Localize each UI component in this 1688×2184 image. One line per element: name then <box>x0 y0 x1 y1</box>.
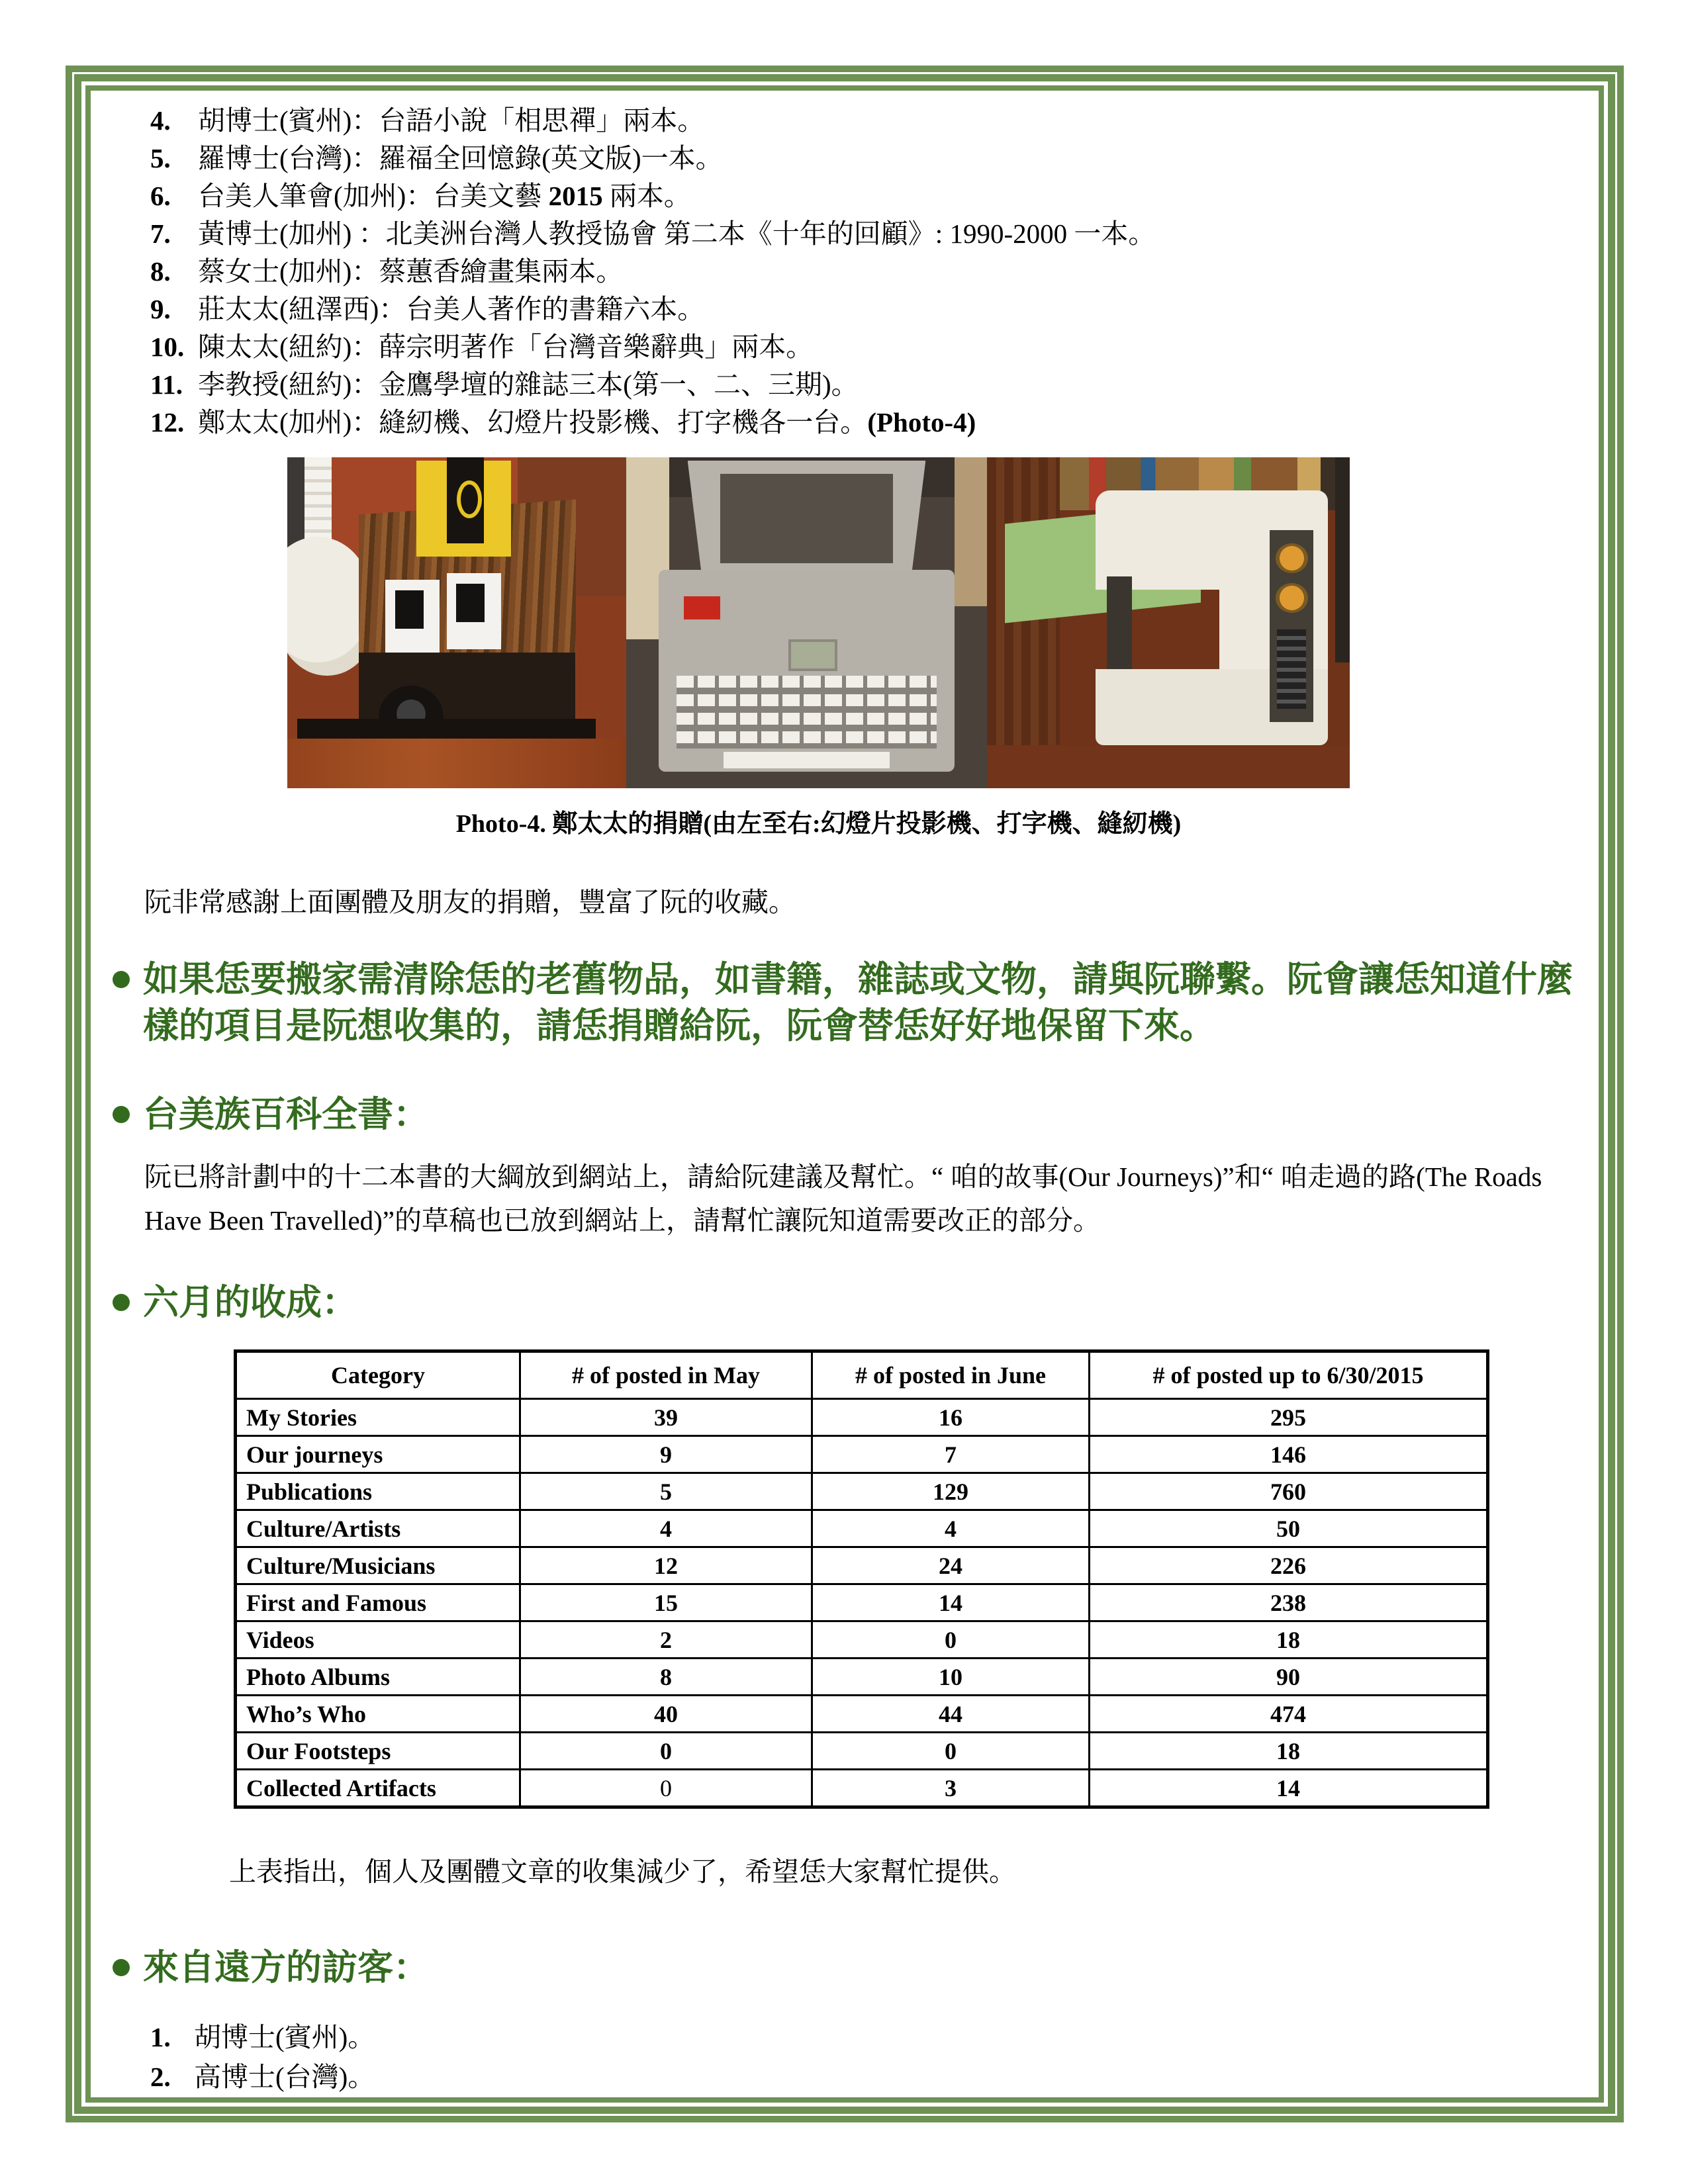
table-row <box>236 1733 1488 1770</box>
list-item <box>150 404 1594 441</box>
category-cell: Our Footsteps <box>236 1733 520 1770</box>
category-cell: Publications <box>236 1473 520 1510</box>
list-item <box>150 102 1594 140</box>
value-cell: 24 <box>812 1547 1090 1584</box>
list-item <box>150 2057 1594 2097</box>
value-cell: 226 <box>1090 1547 1488 1584</box>
list-text: 高博士(台灣)。 <box>194 2062 375 2092</box>
value-cell: 4 <box>812 1510 1090 1547</box>
harvest-heading: 六月的收成： <box>143 1283 357 1322</box>
text-segment: 莊太太(紐澤西)：台美人著作的書籍六本。 <box>198 294 705 324</box>
encyclopedia-body: 阮已將計劃中的十二本書的大綱放到網站上，請給阮建議及幫忙。“ 咱的故事(Our Journeys)”和“ 咱走過的路(The Roads Have Been Travelled)”的草稿也已放到網站上，請幫忙讓阮知道需要改正的部分。 <box>144 1161 1542 1236</box>
category-cell: Who’s Who <box>236 1696 520 1733</box>
list-item <box>150 177 1594 215</box>
value-cell: 15 <box>520 1584 812 1621</box>
table-body <box>236 1399 1488 1807</box>
category-cell: Videos <box>236 1621 520 1659</box>
visitors-list <box>150 2017 1594 2097</box>
table-row <box>236 1659 1488 1696</box>
encyclopedia-heading: 台美族百科全書： <box>143 1095 429 1134</box>
text-segment: 鄭太太(加州)：縫紉機、幻燈片投影機、打字機各一台。 <box>198 407 868 437</box>
list-item <box>150 366 1594 404</box>
value-cell: 40 <box>520 1696 812 1733</box>
table-row <box>236 1584 1488 1621</box>
list-text <box>198 404 1594 441</box>
text-segment: 羅博士(台灣)：羅福全回憶錄(英文版)一本。 <box>198 143 723 173</box>
bullet-dot-icon <box>113 956 143 1049</box>
list-item <box>150 253 1594 291</box>
bullet-harvest <box>113 1279 1594 1326</box>
value-cell: 0 <box>812 1733 1090 1770</box>
moving-notice-text: 如果恁要搬家需清除恁的老舊物品，如書籍，雜誌或文物，請與阮聯繫。阮會讓恁知道什麼樣的項目是阮想收集的，請恁捐贈給阮，阮會替恁好好地保留下來。 <box>143 960 1573 1046</box>
list-item <box>150 2017 1594 2057</box>
value-cell: 12 <box>520 1547 812 1584</box>
list-item <box>150 328 1594 366</box>
bullet-moving <box>113 956 1594 1049</box>
harvest-table <box>234 1349 1489 1809</box>
value-cell: 50 <box>1090 1510 1488 1547</box>
value-cell: 760 <box>1090 1473 1488 1510</box>
table-row <box>236 1547 1488 1584</box>
value-cell: 2 <box>520 1621 812 1659</box>
donations-list <box>150 102 1594 441</box>
table-row <box>236 1510 1488 1547</box>
list-text <box>198 253 1594 291</box>
bullet-dot-icon <box>113 1091 143 1138</box>
category-cell: Collected Artifacts <box>236 1770 520 1807</box>
list-number: 9. <box>150 294 171 324</box>
value-cell: 295 <box>1090 1399 1488 1436</box>
value-cell: 0 <box>520 1733 812 1770</box>
value-cell: 10 <box>812 1659 1090 1696</box>
bullet-visitors <box>113 1944 1594 1991</box>
value-cell: 44 <box>812 1696 1090 1733</box>
table-note: 上表指出，個人及團體文章的收集減少了，希望恁大家幫忙提供。 <box>229 1856 1016 1887</box>
text-segment: 黃博士(加州) ：北美洲台灣人教授協會 第二本《十年的回顧》: 1990-2000 一本。 <box>198 218 1156 249</box>
list-number: 2. <box>150 2062 171 2092</box>
list-text <box>198 140 1594 177</box>
list-text: 胡博士(賓州)。 <box>194 2022 375 2052</box>
list-text <box>198 102 1594 140</box>
list-number: 10. <box>150 332 185 362</box>
photo-typewriter <box>626 457 987 788</box>
category-cell: First and Famous <box>236 1584 520 1621</box>
list-number: 7. <box>150 218 171 249</box>
value-cell: 5 <box>520 1473 812 1510</box>
value-cell: 0 <box>812 1621 1090 1659</box>
page-content <box>94 97 1594 2097</box>
value-cell: 14 <box>1090 1770 1488 1807</box>
list-item <box>150 140 1594 177</box>
list-text <box>198 291 1594 328</box>
column-header: # of posted in May <box>520 1351 812 1399</box>
category-cell: My Stories <box>236 1399 520 1436</box>
list-number: 11. <box>150 369 183 400</box>
value-cell: 3 <box>812 1770 1090 1807</box>
text-segment: 2015 <box>548 181 603 211</box>
value-cell: 39 <box>520 1399 812 1436</box>
category-cell: Our journeys <box>236 1436 520 1473</box>
bullet-encyclopedia <box>113 1091 1594 1138</box>
value-cell: 474 <box>1090 1696 1488 1733</box>
text-segment: 陳太太(紐約)：薛宗明著作「台灣音樂辭典」兩本。 <box>198 332 814 362</box>
list-item <box>150 215 1594 253</box>
text-segment: (Photo-4) <box>867 407 976 437</box>
value-cell: 0 <box>520 1770 812 1807</box>
value-cell: 129 <box>812 1473 1090 1510</box>
text-segment: 台美人筆會(加州)：台美文藝 <box>198 181 549 211</box>
bullet-dot-icon <box>113 1944 143 1991</box>
category-cell: Photo Albums <box>236 1659 520 1696</box>
category-cell: Culture/Musicians <box>236 1547 520 1584</box>
list-item <box>150 291 1594 328</box>
donation-photo <box>287 457 1350 788</box>
list-number: 4. <box>150 105 171 136</box>
thanks-paragraph: 阮非常感謝上面團體及朋友的捐贈，豐富了阮的收藏。 <box>144 887 796 917</box>
list-number: 8. <box>150 256 171 287</box>
column-header: # of posted up to 6/30/2015 <box>1090 1351 1488 1399</box>
table-row <box>236 1621 1488 1659</box>
column-header: # of posted in June <box>812 1351 1090 1399</box>
column-header: Category <box>236 1351 520 1399</box>
category-cell: Culture/Artists <box>236 1510 520 1547</box>
table-row <box>236 1399 1488 1436</box>
bullet-dot-icon <box>113 1279 143 1326</box>
value-cell: 7 <box>812 1436 1090 1473</box>
table-row <box>236 1473 1488 1510</box>
value-cell: 4 <box>520 1510 812 1547</box>
table-row <box>236 1696 1488 1733</box>
list-text <box>198 328 1594 366</box>
list-number: 12. <box>150 407 185 437</box>
text-segment: 胡博士(賓州)：台語小說「相思禪」兩本。 <box>198 105 705 136</box>
value-cell: 90 <box>1090 1659 1488 1696</box>
value-cell: 14 <box>812 1584 1090 1621</box>
list-text <box>198 177 1594 215</box>
photo-sewing-machine <box>987 457 1350 788</box>
text-segment: 兩本。 <box>602 181 691 211</box>
list-number: 1. <box>150 2022 171 2052</box>
list-text <box>198 366 1594 404</box>
list-text <box>198 215 1594 253</box>
table-header-row <box>236 1351 1488 1399</box>
table-row <box>236 1770 1488 1807</box>
value-cell: 18 <box>1090 1733 1488 1770</box>
value-cell: 9 <box>520 1436 812 1473</box>
table-row <box>236 1436 1488 1473</box>
text-segment: 李教授(紐約)：金鷹學壇的雜誌三本(第一、二、三期)。 <box>198 369 859 400</box>
list-number: 5. <box>150 143 171 173</box>
value-cell: 18 <box>1090 1621 1488 1659</box>
text-segment: 蔡女士(加州)：蔡蕙香繪畫集兩本。 <box>198 256 624 287</box>
value-cell: 238 <box>1090 1584 1488 1621</box>
value-cell: 8 <box>520 1659 812 1696</box>
photo-caption: Photo-4. 鄭太太的捐贈(由左至右:幻燈片投影機、打字機、縫紉機) <box>455 810 1182 838</box>
value-cell: 146 <box>1090 1436 1488 1473</box>
photo-slide-projector <box>287 457 626 788</box>
visitors-heading: 來自遠方的訪客： <box>143 1948 429 1987</box>
list-number: 6. <box>150 181 171 211</box>
value-cell: 16 <box>812 1399 1090 1436</box>
